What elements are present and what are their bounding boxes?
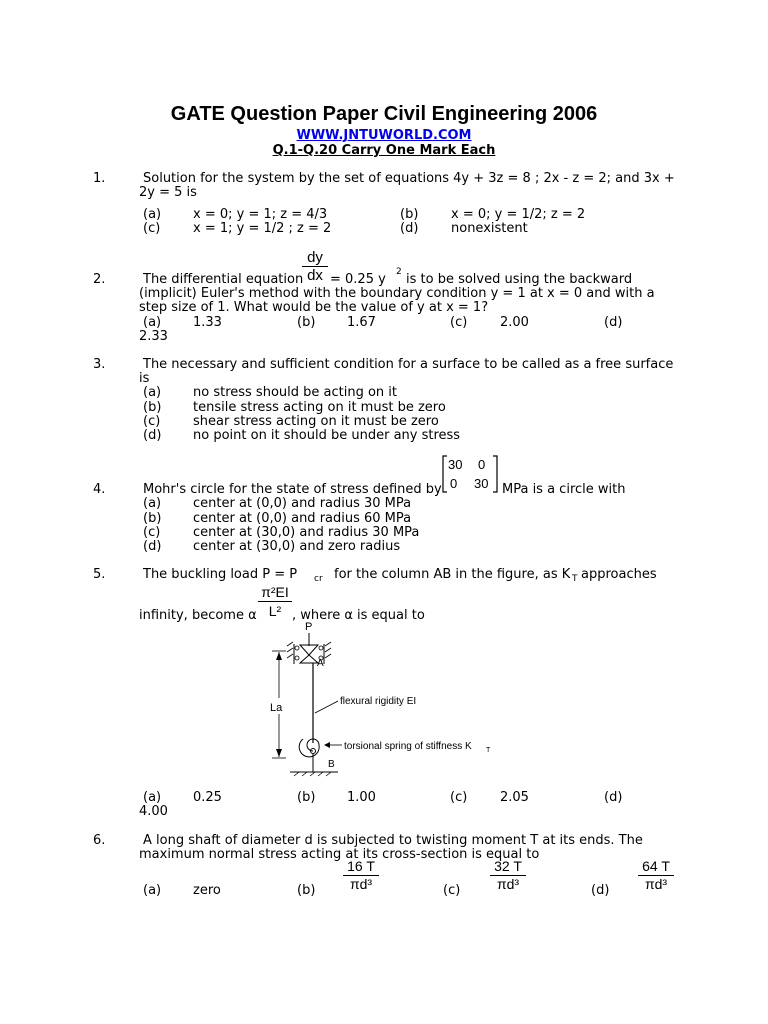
- option-label: (d): [604, 315, 623, 330]
- point-a-label: A: [317, 658, 324, 669]
- option-label: (b): [143, 511, 162, 526]
- fraction-numerator: 32 T: [490, 858, 526, 876]
- matrix-cell: 30: [448, 457, 463, 472]
- option-b: 1.00: [347, 790, 376, 805]
- spring-subscript: T: [486, 747, 491, 754]
- fraction-denominator: L²: [268, 603, 282, 619]
- fraction-numerator: 64 T: [638, 858, 674, 876]
- fraction-denominator: πd³: [496, 876, 520, 892]
- spring-arrowhead: [324, 742, 330, 748]
- option-c: 2.05: [500, 790, 529, 805]
- question-text: MPa is a circle with: [502, 482, 626, 497]
- option-label: (c): [143, 525, 161, 540]
- option-label: (a): [143, 207, 162, 222]
- question-text: The necessary and sufficient condition for a surface to be called as a free surface: [143, 357, 674, 372]
- question-text: is to be solved using the backward: [406, 272, 633, 287]
- option-b: center at (0,0) and radius 60 MPa: [193, 511, 412, 526]
- question-number: 2.: [93, 272, 106, 287]
- option-c-fraction: [490, 858, 526, 893]
- torsional-spring-label: torsional spring of stiffness K: [344, 741, 472, 752]
- question-number: 6.: [93, 833, 106, 848]
- option-label: (c): [143, 221, 161, 236]
- option-a: 0.25: [193, 790, 222, 805]
- question-text: Mohr's circle for the state of stress defined by: [143, 482, 442, 497]
- option-label: (a): [143, 496, 162, 511]
- length-label: La: [270, 702, 283, 714]
- option-label: (d): [604, 790, 623, 805]
- base-hatching: [294, 772, 331, 776]
- question-text: (implicit) Euler's method with the boundary condition y = 1 at x = 0 and with a: [139, 286, 655, 301]
- question-text: Solution for the system by the set of equations 4y + 3z = 8 ; 2x - z = 2; and 3x +: [143, 171, 675, 186]
- option-b: 1.67: [347, 315, 376, 330]
- fraction-numerator: 16 T: [343, 858, 379, 876]
- dimension-arrowhead: [276, 749, 282, 757]
- fraction-numerator: dy: [302, 249, 328, 267]
- question-text: step size of 1. What would be the value of y at x = 1?: [139, 300, 489, 315]
- option-label: (a): [143, 790, 162, 805]
- fraction-denominator: πd³: [644, 876, 668, 892]
- torsional-spring: [299, 739, 319, 757]
- option-d: 2.33: [139, 329, 168, 344]
- option-label: (d): [400, 221, 419, 236]
- question-text: is: [139, 371, 150, 386]
- subscript: cr: [314, 574, 323, 584]
- subscript: T: [572, 574, 578, 584]
- matrix-cell: 0: [478, 457, 486, 472]
- question-text: The differential equation: [143, 272, 304, 287]
- point-b-label: B: [328, 759, 335, 770]
- load-label: P: [305, 621, 313, 633]
- fraction-denominator: dx: [307, 267, 323, 284]
- question-number: 5.: [93, 567, 106, 582]
- flexural-rigidity-label: flexural rigidity EI: [340, 696, 417, 707]
- option-label: (c): [143, 414, 161, 429]
- flexural-leader: [315, 701, 338, 713]
- stress-matrix: [442, 455, 498, 493]
- buckling-fraction: [258, 583, 292, 620]
- option-label: (d): [143, 539, 162, 554]
- option-d: nonexistent: [451, 221, 528, 236]
- question-text: approaches: [581, 567, 657, 582]
- option-label: (d): [591, 883, 610, 898]
- question-text: The buckling load P = P: [143, 567, 298, 582]
- option-a: zero: [193, 883, 221, 898]
- option-label: (c): [443, 883, 461, 898]
- question-text: for the column AB in the figure, as K: [334, 567, 571, 582]
- question-text: = 0.25 y: [330, 272, 386, 287]
- option-d: 4.00: [139, 804, 168, 819]
- top-support: [287, 642, 331, 664]
- question-text: , where α is equal to: [292, 608, 425, 623]
- website-link[interactable]: WWW.JNTUWORLD.COM: [296, 128, 472, 143]
- option-label: (b): [297, 883, 316, 898]
- option-label: (a): [143, 883, 162, 898]
- question-text: 2y = 5 is: [139, 185, 197, 200]
- question-number: 1.: [93, 171, 106, 186]
- option-label: (b): [297, 315, 316, 330]
- option-b-fraction: [343, 858, 379, 893]
- option-c: center at (30,0) and radius 30 MPa: [193, 525, 420, 540]
- option-label: (c): [450, 790, 468, 805]
- option-b: x = 0; y = 1/2; z = 2: [451, 207, 586, 222]
- dimension-arrowhead: [276, 652, 282, 660]
- fraction-numerator: π²EI: [258, 583, 292, 602]
- column-figure: [260, 618, 510, 778]
- option-label: (b): [143, 400, 162, 415]
- option-b: tensile stress acting on it must be zero: [193, 400, 446, 415]
- matrix-cell: 0: [450, 476, 458, 491]
- question-number: 4.: [93, 482, 106, 497]
- question-number: 3.: [93, 357, 106, 372]
- option-d: center at (30,0) and zero radius: [193, 539, 401, 554]
- page-title: GATE Question Paper Civil Engineering 2006: [170, 103, 598, 125]
- derivative-fraction: [302, 249, 328, 284]
- question-text: A long shaft of diameter d is subjected to twisting moment T at its ends. The: [143, 833, 643, 848]
- option-d-fraction: [638, 858, 674, 893]
- option-label: (b): [297, 790, 316, 805]
- matrix-cell: 30: [474, 476, 489, 491]
- option-d: no point on it should be under any stress: [193, 428, 461, 443]
- section-heading: Q.1-Q.20 Carry One Mark Each: [272, 143, 496, 158]
- option-c: shear stress acting on it must be zero: [193, 414, 439, 429]
- option-label: (b): [400, 207, 419, 222]
- exponent: 2: [396, 267, 402, 277]
- option-label: (d): [143, 428, 162, 443]
- option-a: 1.33: [193, 315, 222, 330]
- option-c: 2.00: [500, 315, 529, 330]
- option-a: no stress should be acting on it: [193, 385, 397, 400]
- option-label: (c): [450, 315, 468, 330]
- option-a: center at (0,0) and radius 30 MPa: [193, 496, 412, 511]
- option-c: x = 1; y = 1/2 ; z = 2: [193, 221, 332, 236]
- option-a: x = 0; y = 1; z = 4/3: [193, 207, 328, 222]
- question-text: maximum normal stress acting at its cross-section is equal to: [139, 847, 540, 862]
- question-text: infinity, become α: [139, 608, 257, 623]
- option-label: (a): [143, 315, 162, 330]
- fraction-denominator: πd³: [349, 876, 373, 892]
- option-label: (a): [143, 385, 162, 400]
